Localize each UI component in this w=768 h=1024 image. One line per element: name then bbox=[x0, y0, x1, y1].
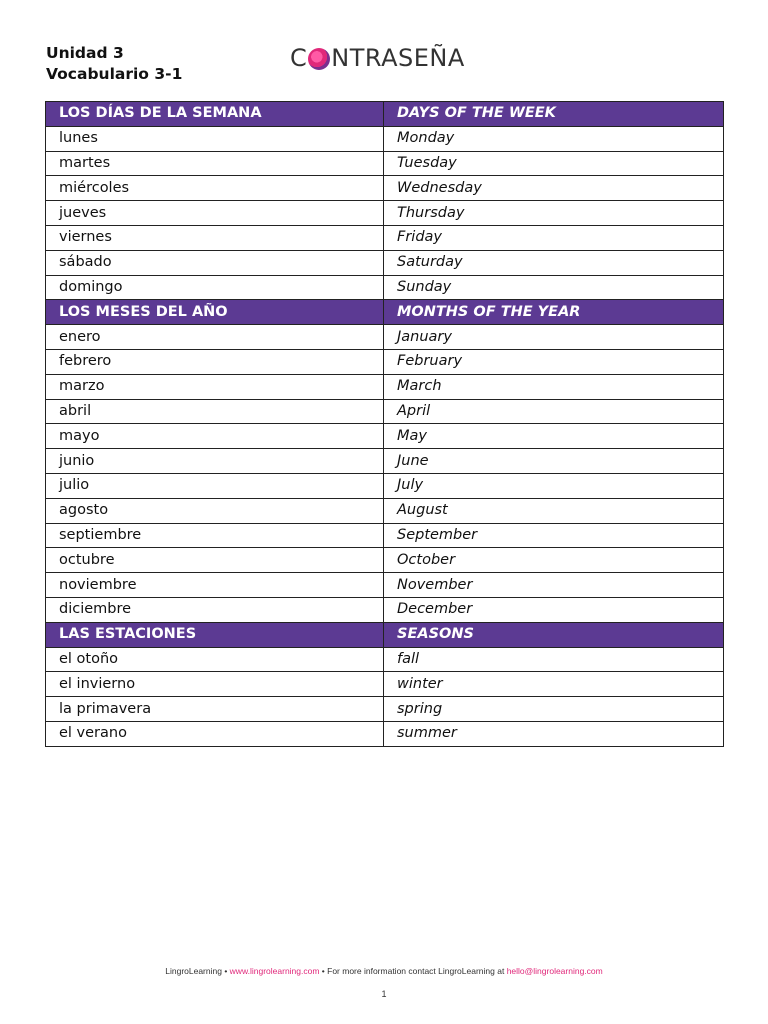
section-header-english: SEASONS bbox=[384, 622, 724, 647]
table-row bbox=[46, 721, 724, 746]
footer-email-link[interactable]: hello@lingrolearning.com bbox=[506, 966, 603, 976]
english-translation: Friday bbox=[384, 225, 724, 250]
spanish-term: sábado bbox=[46, 250, 384, 275]
section-header-spanish: LAS ESTACIONES bbox=[46, 622, 384, 647]
spanish-term: domingo bbox=[46, 275, 384, 300]
spanish-term: martes bbox=[46, 151, 384, 176]
table-row bbox=[46, 225, 724, 250]
spanish-term: jueves bbox=[46, 201, 384, 226]
table-row bbox=[46, 597, 724, 622]
table-row bbox=[46, 697, 724, 722]
spanish-term: septiembre bbox=[46, 523, 384, 548]
spanish-term: el otoño bbox=[46, 647, 384, 672]
english-translation: winter bbox=[384, 672, 724, 697]
spanish-term: lunes bbox=[46, 126, 384, 151]
english-translation: May bbox=[384, 424, 724, 449]
english-translation: November bbox=[384, 573, 724, 598]
section-header-spanish: LOS DÍAS DE LA SEMANA bbox=[46, 102, 384, 127]
vocabulary-table-body bbox=[46, 102, 724, 747]
english-translation: fall bbox=[384, 647, 724, 672]
spanish-term: junio bbox=[46, 449, 384, 474]
section-header-row bbox=[46, 102, 724, 127]
english-translation: April bbox=[384, 399, 724, 424]
table-row bbox=[46, 424, 724, 449]
table-row bbox=[46, 399, 724, 424]
english-translation: summer bbox=[384, 721, 724, 746]
english-translation: Thursday bbox=[384, 201, 724, 226]
document-heading bbox=[46, 43, 182, 85]
table-row bbox=[46, 176, 724, 201]
table-row bbox=[46, 548, 724, 573]
table-row bbox=[46, 672, 724, 697]
logo-text-end: NTRASEÑA bbox=[331, 44, 465, 72]
spanish-term: el verano bbox=[46, 721, 384, 746]
english-translation: Tuesday bbox=[384, 151, 724, 176]
table-row bbox=[46, 573, 724, 598]
english-translation: July bbox=[384, 473, 724, 498]
logo-text-start: C bbox=[290, 44, 308, 72]
spanish-term: el invierno bbox=[46, 672, 384, 697]
english-translation: Wednesday bbox=[384, 176, 724, 201]
brain-icon bbox=[308, 48, 330, 70]
english-translation: February bbox=[384, 349, 724, 374]
page-footer bbox=[0, 966, 768, 976]
table-row bbox=[46, 449, 724, 474]
table-row bbox=[46, 374, 724, 399]
section-header-english: MONTHS OF THE YEAR bbox=[384, 300, 724, 325]
spanish-term: la primavera bbox=[46, 697, 384, 722]
section-header-row bbox=[46, 300, 724, 325]
spanish-term: febrero bbox=[46, 349, 384, 374]
contrasena-logo bbox=[290, 42, 465, 74]
english-translation: September bbox=[384, 523, 724, 548]
footer-website-link[interactable]: www.lingrolearning.com bbox=[229, 966, 320, 976]
table-row bbox=[46, 325, 724, 350]
english-translation: Monday bbox=[384, 126, 724, 151]
spanish-term: octubre bbox=[46, 548, 384, 573]
spanish-term: viernes bbox=[46, 225, 384, 250]
table-row bbox=[46, 473, 724, 498]
page-number: 1 bbox=[381, 989, 387, 999]
table-row bbox=[46, 523, 724, 548]
table-row bbox=[46, 498, 724, 523]
footer-company: LingroLearning bbox=[165, 966, 222, 976]
english-translation: January bbox=[384, 325, 724, 350]
spanish-term: miércoles bbox=[46, 176, 384, 201]
unit-title: Unidad 3 bbox=[46, 44, 124, 62]
english-translation: August bbox=[384, 498, 724, 523]
spanish-term: julio bbox=[46, 473, 384, 498]
english-translation: December bbox=[384, 597, 724, 622]
table-row bbox=[46, 250, 724, 275]
section-header-row bbox=[46, 622, 724, 647]
vocab-title: Vocabulario 3-1 bbox=[46, 65, 183, 83]
spanish-term: diciembre bbox=[46, 597, 384, 622]
table-row bbox=[46, 349, 724, 374]
english-translation: spring bbox=[384, 697, 724, 722]
spanish-term: enero bbox=[46, 325, 384, 350]
vocabulary-table bbox=[45, 101, 724, 747]
footer-separator: • bbox=[221, 966, 230, 976]
english-translation: Sunday bbox=[384, 275, 724, 300]
section-header-spanish: LOS MESES DEL AÑO bbox=[46, 300, 384, 325]
english-translation: October bbox=[384, 548, 724, 573]
table-row bbox=[46, 151, 724, 176]
spanish-term: agosto bbox=[46, 498, 384, 523]
table-row bbox=[46, 126, 724, 151]
footer-info: • For more information contact LingroLearning at bbox=[319, 966, 507, 976]
table-row bbox=[46, 201, 724, 226]
english-translation: Saturday bbox=[384, 250, 724, 275]
spanish-term: noviembre bbox=[46, 573, 384, 598]
table-row bbox=[46, 275, 724, 300]
spanish-term: mayo bbox=[46, 424, 384, 449]
english-translation: June bbox=[384, 449, 724, 474]
english-translation: March bbox=[384, 374, 724, 399]
spanish-term: abril bbox=[46, 399, 384, 424]
section-header-english: DAYS OF THE WEEK bbox=[384, 102, 724, 127]
spanish-term: marzo bbox=[46, 374, 384, 399]
table-row bbox=[46, 647, 724, 672]
